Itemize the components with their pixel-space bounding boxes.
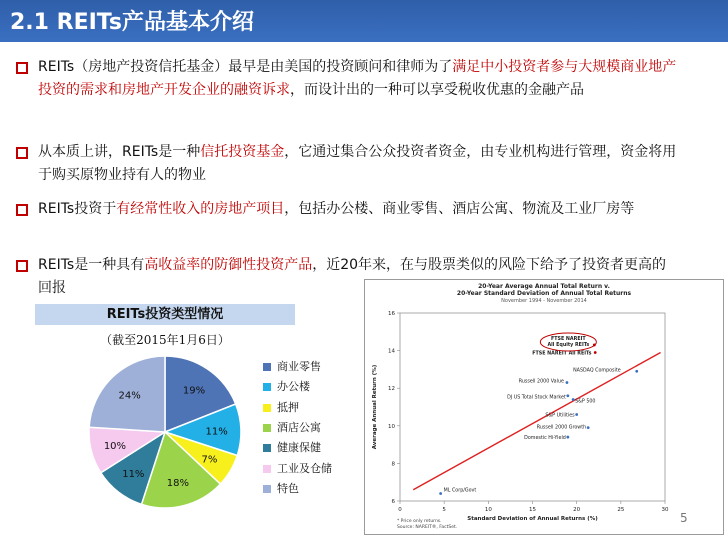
bullet-reits-definition: REITs（房地产投资信托基金）最早是由美国的投资顾问和律师为了满足中小投资者参与大规模商业地产投资的需求和房地产开发企业的融资诉求，而设计出的一种可以享受税收优惠的金融产品 bbox=[38, 56, 678, 102]
y-tick-label: 6 bbox=[391, 499, 395, 505]
scatter-footnote: * Price only returns. bbox=[397, 519, 442, 524]
scatter-point-label: ML Corp/Govt bbox=[443, 488, 477, 494]
y-tick-label: 8 bbox=[391, 461, 395, 468]
scatter-period: November 1994 - November 2014 bbox=[501, 298, 587, 304]
x-axis-label: Standard Deviation of Annual Returns (%) bbox=[467, 516, 598, 522]
scatter-chart bbox=[365, 280, 723, 534]
x-tick-label: 5 bbox=[442, 507, 446, 513]
trend-line bbox=[413, 352, 660, 489]
legend-item bbox=[263, 480, 299, 496]
page-number: 5 bbox=[680, 511, 688, 525]
pie-label-0: 19% bbox=[182, 385, 206, 397]
legend-item bbox=[263, 378, 310, 394]
pie-label-4: 11% bbox=[122, 468, 145, 480]
scatter-source: Source: NAREIT®, FactSet. bbox=[397, 525, 458, 530]
slide-title: 2.1 REITs产品基本介绍 bbox=[10, 10, 254, 35]
scatter-point-label: DJ US Total Stock Market bbox=[507, 395, 566, 401]
x-tick-label: 0 bbox=[398, 507, 402, 513]
legend-label: 工业及仓储 bbox=[277, 461, 332, 475]
scatter-point-6 bbox=[575, 413, 578, 416]
scatter-point-label: Russell 2000 Growth bbox=[536, 425, 587, 431]
bullet-reits-investment: REITs投资于有经常性收入的房地产项目，包括办公楼、商业零售、酒店公寓、物流及工业厂房等 bbox=[38, 198, 678, 221]
legend-swatch bbox=[263, 404, 271, 412]
legend-swatch bbox=[263, 485, 271, 493]
pie-chart-subtitle: （截至2015年1月6日） bbox=[100, 333, 230, 347]
bullet-box-icon bbox=[16, 62, 28, 74]
legend-swatch bbox=[263, 465, 271, 473]
scatter-point-7 bbox=[587, 426, 590, 429]
pie-label-6: 24% bbox=[118, 390, 141, 402]
scatter-axes-box bbox=[400, 313, 665, 501]
x-tick-label: 20 bbox=[573, 507, 581, 513]
scatter-point-label: S&P Utilities bbox=[545, 413, 575, 419]
bullet-box-icon bbox=[16, 260, 28, 272]
scatter-point-8 bbox=[566, 436, 569, 439]
scatter-point-label: NASDAQ Composite bbox=[573, 368, 621, 374]
x-tick-label: 30 bbox=[661, 507, 669, 513]
legend-swatch bbox=[263, 383, 271, 391]
bullet-reits-essence: 从本质上讲，REITs是一种信托投资基金，它通过集合公众投资者资金，由专业机构进行管理，资金将用于购买原物业持有人的物业 bbox=[38, 141, 678, 187]
legend-label: 抵押 bbox=[277, 400, 299, 414]
y-tick-label: 10 bbox=[388, 423, 395, 430]
y-axis-label: Average Annual Return (%) bbox=[372, 364, 378, 450]
scatter-point-label: S&P 500 bbox=[575, 399, 596, 405]
scatter-point-3 bbox=[566, 381, 569, 384]
bullet-reits-defensive: REITs是一种具有高收益率的防御性投资产品，近20年来，在与股票类似的风险下给予了投资者更高的回报 bbox=[38, 254, 678, 300]
bullet-box-icon bbox=[16, 147, 28, 159]
pie-chart bbox=[85, 352, 245, 512]
bullet-box-icon bbox=[16, 204, 28, 216]
legend-swatch bbox=[263, 363, 271, 371]
x-tick-label: 10 bbox=[484, 507, 492, 513]
scatter-point-4 bbox=[566, 394, 569, 397]
legend-item bbox=[263, 419, 321, 435]
scatter-point-2 bbox=[635, 370, 638, 373]
legend-label: 商业零售 bbox=[277, 360, 321, 373]
legend-item bbox=[263, 399, 299, 415]
highlight-label: All Equity REITs bbox=[547, 342, 590, 348]
scatter-subtitle: 20-Year Standard Deviation of Annual Total Returns bbox=[456, 290, 632, 297]
pie-label-3: 18% bbox=[166, 478, 189, 490]
scatter-point-label: Russell 2000 Value bbox=[518, 379, 564, 385]
legend-label: 健康保健 bbox=[277, 441, 321, 455]
scatter-point-label: Domestic Hi-Yield bbox=[524, 436, 566, 442]
y-tick-label: 16 bbox=[388, 311, 395, 317]
scatter-title: 20-Year Average Annual Total Return v. bbox=[478, 283, 610, 290]
scatter-point-9 bbox=[439, 492, 442, 495]
x-tick-label: 25 bbox=[617, 507, 625, 513]
legend-swatch bbox=[263, 444, 271, 452]
legend-label: 特色 bbox=[277, 481, 299, 495]
legend-swatch bbox=[263, 424, 271, 432]
pie-label-1: 11% bbox=[205, 426, 228, 438]
highlight-label: FTSE NAREIT bbox=[550, 336, 586, 342]
legend-item bbox=[263, 439, 321, 455]
pie-label-5: 10% bbox=[103, 440, 127, 452]
scatter-point-5 bbox=[572, 398, 575, 401]
legend-label: 酒店公寓 bbox=[277, 420, 321, 434]
legend-item bbox=[263, 358, 321, 374]
y-tick-label: 12 bbox=[388, 386, 395, 393]
scatter-point-label: FTSE NAREIT All REITs bbox=[532, 351, 592, 357]
scatter-chart-frame bbox=[364, 279, 724, 535]
x-tick-label: 15 bbox=[529, 507, 536, 513]
y-tick-label: 14 bbox=[388, 348, 395, 355]
legend-label: 办公楼 bbox=[277, 380, 310, 394]
slide-header bbox=[0, 0, 728, 42]
pie-label-2: 7% bbox=[201, 454, 218, 466]
pie-chart-title: REITs投资类型情况 bbox=[35, 304, 295, 325]
scatter-point-1 bbox=[594, 351, 597, 354]
legend-item bbox=[263, 460, 332, 476]
